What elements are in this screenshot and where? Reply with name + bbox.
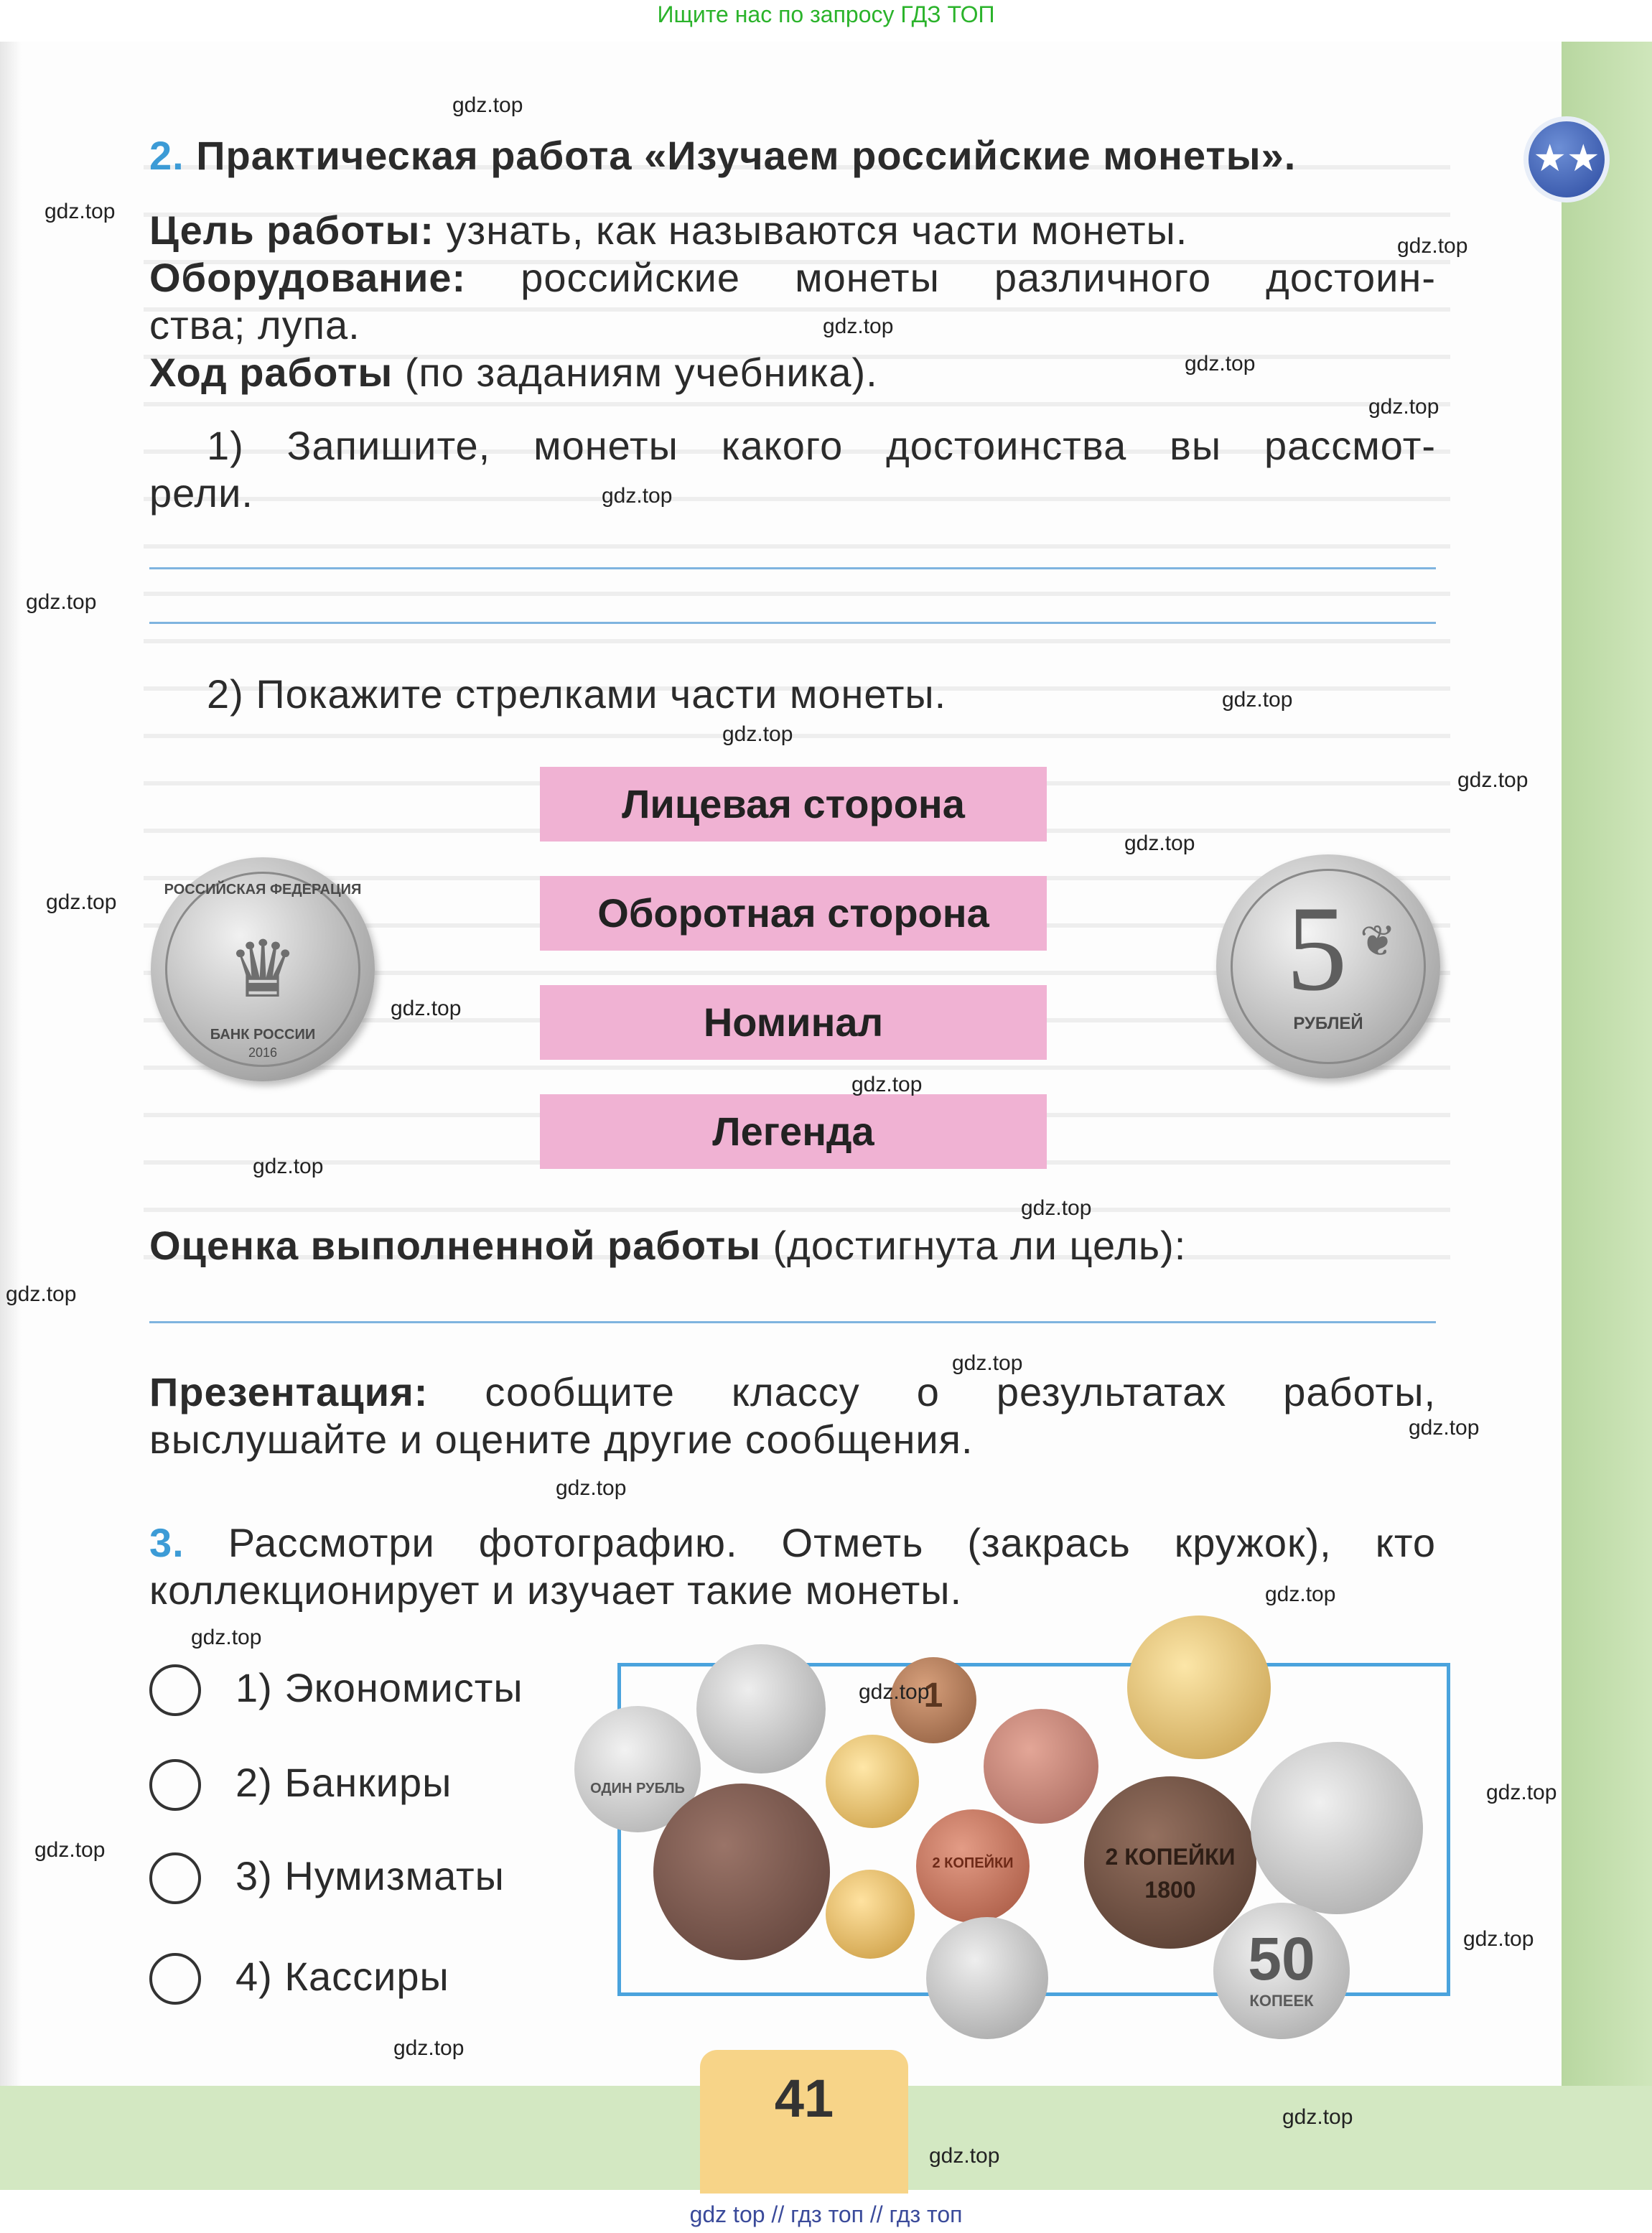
watermark[interactable]: gdz.top [823, 314, 894, 338]
step1-line2: рели. [149, 470, 253, 516]
radio-circle[interactable] [149, 1664, 201, 1716]
coin-50-kopeek: 50 КОПЕЕК [1213, 1903, 1350, 2039]
watermark[interactable]: gdz.top [45, 200, 116, 223]
bottom-banner[interactable]: gdz top // гдз топ // гдз топ [689, 2201, 963, 2227]
coin-right-value: 5 [1286, 881, 1348, 1016]
task2-title-row [149, 132, 1442, 180]
watermark[interactable]: gdz.top [1124, 831, 1195, 855]
label-denomination[interactable]: Номинал [540, 985, 1047, 1060]
option-label: 2) Банкиры [235, 1760, 452, 1805]
watermark[interactable]: gdz.top [1021, 1196, 1092, 1220]
label-reverse[interactable]: Оборотная сторона [540, 876, 1047, 951]
page-number: 41 [774, 2069, 834, 2128]
watermark[interactable]: gdz.top [1463, 1927, 1534, 1951]
watermark[interactable]: gdz.top [6, 1282, 77, 1306]
evaluation-answer-line[interactable] [149, 1321, 1436, 1323]
step2-text: 2) Покажите стрелками части монеты. [207, 671, 947, 717]
watermark[interactable]: gdz.top [1486, 1781, 1557, 1804]
two-stars-icon: ★★ [1523, 116, 1610, 202]
task2-number: 2. [149, 133, 185, 178]
watermark[interactable]: gdz.top [851, 1073, 923, 1096]
answer-line-2[interactable] [149, 622, 1436, 624]
presentation-row [149, 1369, 1436, 1416]
watermark[interactable]: gdz.top [1368, 395, 1439, 419]
watermark[interactable]: gdz.top [26, 590, 97, 614]
eagle-icon: ♛ [227, 926, 299, 1014]
coin-1-kopeyka: 1 [890, 1657, 976, 1743]
watermark[interactable]: gdz.top [393, 2036, 465, 2060]
equipment-row-2: ства; лупа. [149, 302, 360, 348]
radio-circle[interactable] [149, 1759, 201, 1811]
option-label: 1) Экономисты [235, 1665, 523, 1710]
task3-number: 3. [149, 1520, 185, 1565]
evaluation-text: (достигнута ли цель): [773, 1223, 1187, 1268]
watermark[interactable]: gdz.top [1265, 1582, 1336, 1606]
watermark[interactable]: gdz.top [253, 1155, 324, 1178]
watermark[interactable]: gdz.top [556, 1476, 627, 1500]
coin-silver-commemorative [696, 1644, 826, 1773]
coin-silver-lower [926, 1917, 1048, 2039]
watermark[interactable]: gdz.top [191, 1626, 262, 1649]
watermark[interactable]: gdz.top [1457, 768, 1529, 792]
progress-text: (по заданиям учебника). [404, 350, 878, 395]
watermark[interactable]: gdz.top [1397, 234, 1468, 258]
evaluation-row [149, 1222, 1442, 1269]
coin-obverse-eagle[interactable] [151, 857, 375, 1081]
goal-label: Цель работы: [149, 208, 434, 253]
coin-left-legend-bottom: БАНК РОССИИ [210, 1027, 316, 1043]
presentation-label: Презентация: [149, 1369, 429, 1414]
watermark[interactable]: gdz.top [1409, 1416, 1480, 1440]
task3-row [149, 1519, 1436, 1567]
evaluation-label: Оценка выполненной работы [149, 1223, 761, 1268]
coin-copper-large-left [653, 1784, 830, 1960]
coin-olympic-bears [1127, 1616, 1271, 1759]
coins-photo [567, 1601, 1501, 2104]
green-page-edge [1562, 42, 1652, 2088]
page-spine [0, 42, 22, 2088]
watermark[interactable]: gdz.top [859, 1680, 930, 1704]
coin-right-text: РУБЛЕЙ [1293, 1014, 1363, 1033]
option-label: 3) Нумизматы [235, 1853, 505, 1898]
option-label: 4) Кассиры [235, 1954, 449, 1999]
task3-text: Рассмотри фотографию. Отметь (закрась кружок), кто [228, 1520, 1436, 1565]
watermark[interactable]: gdz.top [34, 1838, 106, 1862]
coin-silver-eagle [1251, 1742, 1423, 1914]
equipment-label: Оборудование: [149, 255, 467, 300]
watermark[interactable]: gdz.top [722, 722, 793, 746]
equipment-text: российские монеты различного достоин- [521, 255, 1436, 300]
coin-left-year: 2016 [248, 1045, 278, 1060]
coin-2-kopeyki-1800: 2 КОПЕЙКИ 1800 [1084, 1776, 1256, 1949]
watermark[interactable]: gdz.top [452, 93, 523, 117]
coin-gold-small-2 [826, 1870, 915, 1959]
coin-gold-small-1 [826, 1735, 919, 1828]
coin-2-kopeyki: 2 КОПЕЙКИ [916, 1809, 1030, 1923]
radio-circle[interactable] [149, 1953, 201, 2005]
coin-reverse-5-rubles[interactable] [1216, 854, 1440, 1078]
watermark[interactable]: gdz.top [1222, 688, 1293, 712]
coin-left-legend-top: РОССИЙСКАЯ ФЕДЕРАЦИЯ [164, 882, 362, 898]
presentation-text: сообщите классу о результатах работы, [485, 1369, 1437, 1414]
watermark[interactable]: gdz.top [1185, 352, 1256, 376]
watermark[interactable]: gdz.top [602, 484, 673, 508]
coin-copper-medium [984, 1709, 1098, 1824]
watermark[interactable]: gdz.top [952, 1351, 1023, 1375]
step1-line1: 1) Запишите, монеты какого достоинства вы рассмот- [207, 423, 1436, 468]
watermark[interactable]: gdz.top [391, 997, 462, 1020]
label-obverse[interactable]: Лицевая сторона [540, 767, 1047, 842]
watermark[interactable]: gdz.top [46, 890, 117, 914]
top-banner[interactable]: Ищите нас по запросу ГДЗ ТОП [657, 1, 995, 27]
watermark[interactable]: gdz.top [1282, 2105, 1353, 2129]
task2-title: Практическая работа «Изучаем российские монеты». [196, 133, 1297, 178]
task3-row-2: коллекционирует и изучает такие монеты. [149, 1567, 963, 1613]
goal-text: узнать, как называются части монеты. [446, 208, 1188, 253]
answer-line-1[interactable] [149, 567, 1436, 569]
progress-label: Ход работы [149, 350, 393, 395]
radio-circle[interactable] [149, 1852, 201, 1904]
equipment-row [149, 254, 1436, 302]
presentation-row-2: выслушайте и оцените другие сообщения. [149, 1417, 974, 1462]
goal-row [149, 207, 1442, 254]
watermark[interactable]: gdz.top [929, 2144, 1000, 2168]
coin-odin-rubl: ОДИН РУБЛЬ [574, 1706, 701, 1832]
plant-icon: ❦ [1360, 917, 1396, 965]
label-legend[interactable]: Легенда [540, 1094, 1047, 1169]
